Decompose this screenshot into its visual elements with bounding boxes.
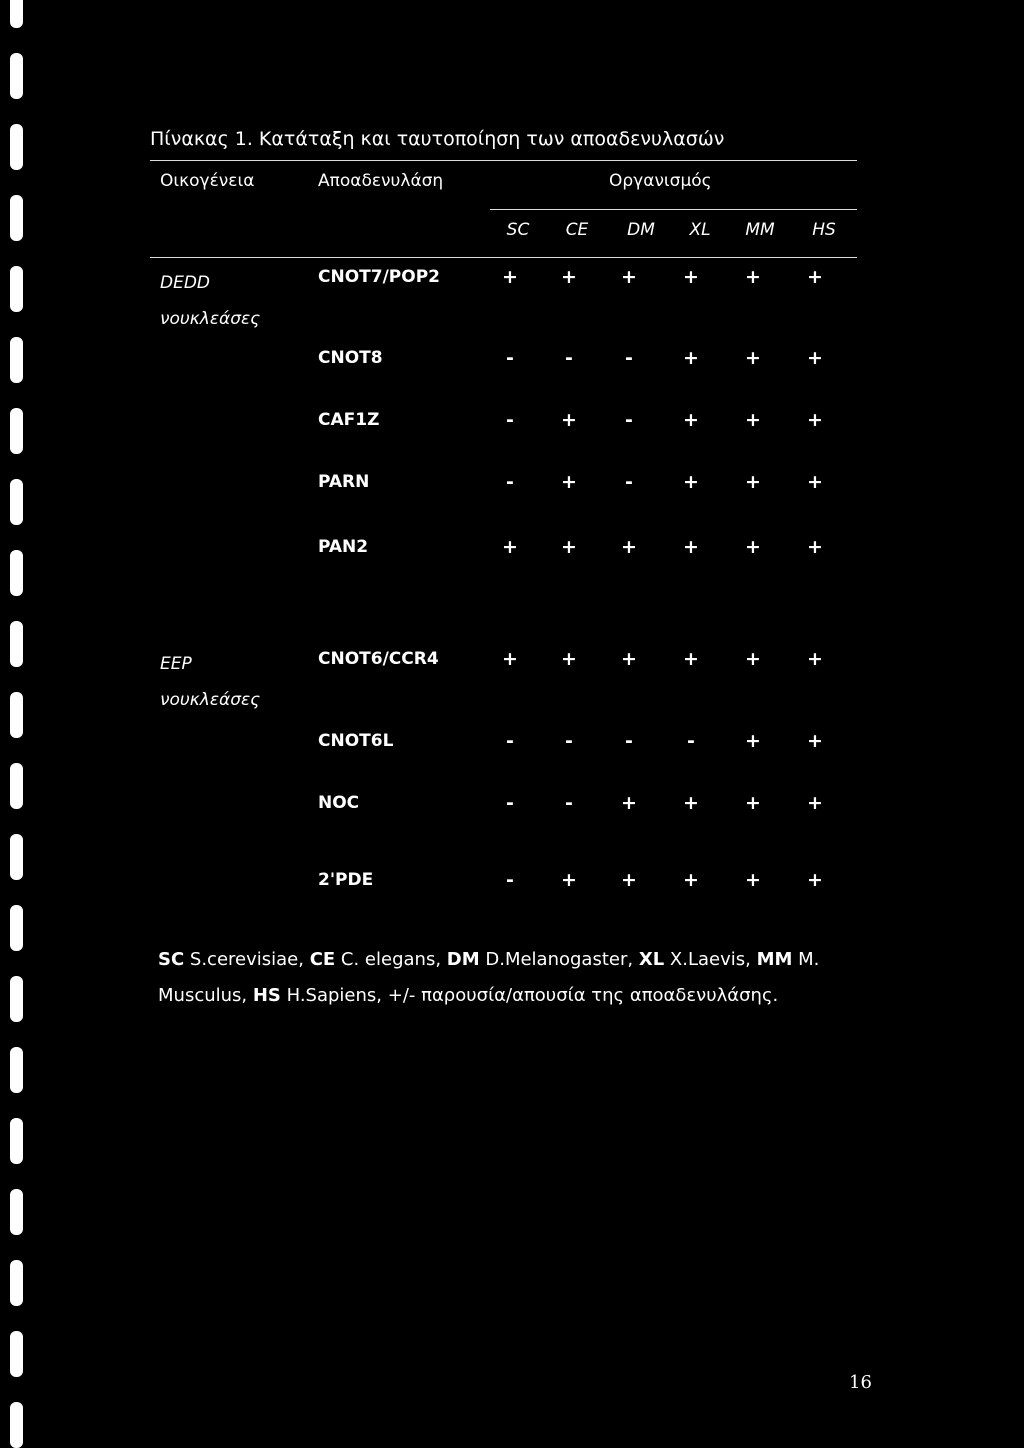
presence-mark: +: [745, 792, 761, 814]
presence-mark: +: [683, 648, 699, 670]
gene-name: CNOT6/CCR4: [318, 649, 439, 669]
presence-mark: +: [683, 409, 699, 431]
gene-name: 2'PDE: [318, 870, 374, 890]
presence-mark: +: [502, 536, 518, 558]
perforation-hole: [10, 834, 23, 880]
footnote-xl-abbr: XL: [638, 949, 665, 970]
perforation-hole: [10, 479, 23, 525]
presence-mark: -: [625, 730, 633, 752]
presence-mark: -: [625, 347, 633, 369]
gene-name: CNOT7/POP2: [318, 267, 440, 287]
perforation-hole: [10, 1047, 23, 1093]
presence-mark: +: [745, 409, 761, 431]
footnote-dm-abbr: DM: [446, 949, 480, 970]
presence-mark: +: [561, 409, 577, 431]
perforation-hole: [10, 53, 23, 99]
header-organism: Οργανισμός: [609, 171, 712, 191]
presence-mark: +: [683, 471, 699, 493]
presence-mark: -: [565, 792, 573, 814]
film-perforations: [0, 0, 30, 1447]
perforation-hole: [10, 976, 23, 1022]
header-deadenylase: Αποαδενυλάση: [318, 171, 444, 191]
family-dedd-label: νουκλεάσες: [160, 309, 261, 329]
presence-mark: -: [625, 409, 633, 431]
presence-mark: +: [807, 409, 823, 431]
footnote-dm-name: D.Melanogaster,: [479, 949, 639, 970]
presence-mark: +: [561, 471, 577, 493]
presence-mark: +: [745, 536, 761, 558]
presence-mark: +: [807, 536, 823, 558]
presence-mark: +: [683, 869, 699, 891]
presence-mark: +: [683, 536, 699, 558]
presence-mark: +: [807, 347, 823, 369]
gene-name: CNOT6L: [318, 731, 394, 751]
perforation-hole: [10, 1260, 23, 1306]
presence-mark: +: [807, 266, 823, 288]
presence-mark: -: [687, 730, 695, 752]
presence-mark: +: [745, 730, 761, 752]
presence-mark: +: [683, 266, 699, 288]
family-eep: [160, 646, 260, 718]
footnote-mm-abbr: MM: [756, 949, 793, 970]
presence-mark: +: [621, 266, 637, 288]
perforation-hole: [10, 1402, 23, 1448]
organism-hs: HS: [812, 220, 836, 240]
presence-mark: -: [625, 471, 633, 493]
presence-mark: +: [683, 347, 699, 369]
perforation-hole: [10, 1331, 23, 1377]
perforation-hole: [10, 195, 23, 241]
family-eep-label: νουκλεάσες: [160, 690, 261, 710]
presence-mark: +: [807, 648, 823, 670]
presence-mark: +: [621, 869, 637, 891]
perforation-hole: [10, 1189, 23, 1235]
page-number: 16: [849, 1372, 872, 1393]
perforation-hole: [10, 1118, 23, 1164]
organism-mm: MM: [745, 220, 775, 240]
perforation-hole: [10, 124, 23, 170]
presence-mark: +: [502, 266, 518, 288]
presence-mark: +: [807, 869, 823, 891]
perforation-hole: [10, 550, 23, 596]
perforation-hole: [10, 337, 23, 383]
presence-mark: +: [561, 266, 577, 288]
gene-name: PAN2: [318, 537, 369, 557]
presence-mark: +: [621, 792, 637, 814]
footnote-hs-name: H.Sapiens, +/- παρουσία/απουσία της αποαδενυλάσης.: [280, 985, 779, 1006]
perforation-hole: [10, 692, 23, 738]
organism-rule: [490, 209, 857, 210]
perforation-hole: [10, 408, 23, 454]
perforation-hole: [10, 763, 23, 809]
presence-mark: -: [506, 869, 514, 891]
family-eep-name: EEP: [160, 654, 192, 674]
presence-mark: +: [683, 792, 699, 814]
footnote-mm-name: M. Musculus,: [158, 949, 820, 1006]
presence-mark: +: [745, 869, 761, 891]
presence-mark: +: [621, 536, 637, 558]
presence-mark: -: [565, 347, 573, 369]
family-dedd: [160, 265, 260, 337]
gene-name: PARN: [318, 472, 370, 492]
presence-mark: -: [506, 471, 514, 493]
perforation-hole: [10, 266, 23, 312]
presence-mark: +: [745, 266, 761, 288]
table-title: Πίνακας 1. Κατάταξη και ταυτοποίηση των αποαδενυλασών: [150, 128, 725, 150]
top-rule: [150, 160, 857, 161]
presence-mark: -: [506, 730, 514, 752]
gene-name: CNOT8: [318, 348, 383, 368]
presence-mark: -: [506, 347, 514, 369]
presence-mark: +: [502, 648, 518, 670]
presence-mark: +: [807, 730, 823, 752]
presence-mark: +: [745, 648, 761, 670]
header-family: Οικογένεια: [160, 171, 255, 191]
presence-mark: +: [621, 648, 637, 670]
organism-dm: DM: [627, 220, 655, 240]
presence-mark: -: [506, 792, 514, 814]
presence-mark: -: [506, 409, 514, 431]
perforation-hole: [10, 621, 23, 667]
perforation-hole: [10, 0, 23, 28]
footnote-xl-name: X.Laevis,: [664, 949, 757, 970]
gene-name: CAF1Z: [318, 410, 380, 430]
footnote-ce-name: C. elegans,: [335, 949, 447, 970]
presence-mark: +: [561, 648, 577, 670]
presence-mark: +: [561, 869, 577, 891]
gene-name: NOC: [318, 793, 360, 813]
footnote: [158, 942, 878, 1014]
presence-mark: +: [807, 792, 823, 814]
organism-sc: SC: [506, 220, 530, 240]
footnote-sc-abbr: SC: [158, 949, 185, 970]
header-rule: [150, 257, 857, 258]
presence-mark: +: [807, 471, 823, 493]
footnote-ce-abbr: CE: [309, 949, 336, 970]
presence-mark: +: [561, 536, 577, 558]
perforation-hole: [10, 905, 23, 951]
presence-mark: +: [745, 347, 761, 369]
presence-mark: -: [565, 730, 573, 752]
footnote-hs-abbr: HS: [252, 985, 281, 1006]
organism-ce: CE: [565, 220, 589, 240]
footnote-sc-name: S.cerevisiae,: [184, 949, 310, 970]
organism-xl: XL: [689, 220, 711, 240]
presence-mark: +: [745, 471, 761, 493]
family-dedd-name: DEDD: [160, 273, 211, 293]
